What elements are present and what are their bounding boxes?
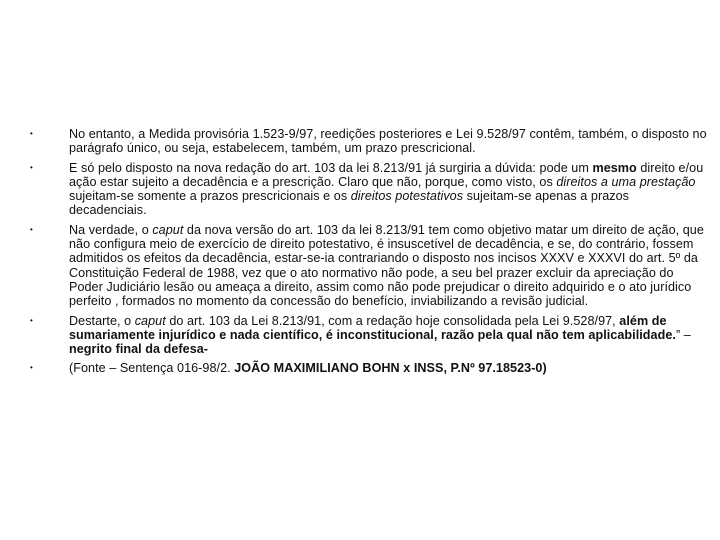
bullet-dot-icon: •: [30, 363, 33, 373]
bullet-item-5: [30, 361, 710, 375]
text-run: ” –: [675, 327, 691, 342]
bullet-dot-icon: •: [30, 129, 33, 138]
bullet-dot-icon: •: [30, 315, 33, 325]
text-run: direito e/ou ação estar sujeito a decadência e a prescrição. Claro que não, porque, como visto, os: [69, 160, 704, 189]
bullet-dot-icon: •: [30, 162, 33, 172]
bold-run: negrito final da defesa-: [69, 342, 209, 357]
text-run: sujeitam-se apenas a prazos decadenciais.: [69, 189, 629, 218]
text-run: E só pelo disposto na nova redação do art. 103 da lei 8.213/91 já surgiria a dúvida: pode um: [69, 160, 593, 175]
text-run: sujeitam-se somente a prazos prescricionais e os: [69, 189, 351, 204]
bold-run: JOÃO MAXIMILIANO BOHN x INSS, P.Nº 97.18523-0): [234, 361, 547, 376]
italic-run: caput: [134, 313, 166, 328]
bullet-list: [30, 127, 710, 381]
bullet-item-4: [30, 314, 710, 357]
italic-run: direitos a uma prestação: [556, 174, 696, 189]
bullet-text: [69, 127, 710, 156]
text-run: (Fonte – Sentença 016-98/2.: [69, 361, 235, 376]
bold-run: mesmo: [592, 160, 637, 175]
bullet-text: [69, 161, 710, 218]
italic-run: direitos potestativos: [350, 189, 464, 204]
bullet-text: [69, 361, 710, 375]
bullet-text: [69, 223, 710, 309]
bullet-item-1: [30, 127, 710, 156]
text-run: Destarte, o: [69, 313, 135, 328]
bullet-item-2: [30, 161, 710, 218]
text-run: No entanto, a Medida provisória 1.523-9/97, reedições posteriores e Lei 9.528/97 contêm, também, o disposto no parágrafo único, ou seja, estabelecem, também, um prazo prescricional.: [69, 127, 707, 156]
text-run: Na verdade, o: [69, 222, 153, 237]
bullet-dot-icon: •: [30, 224, 33, 234]
text-run: da nova versão do art. 103 da lei 8.213/91 tem como objetivo matar um direito de ação, que não configura meio de exercício de direito potestativo, é insuscetível de decadência, e se, do contrário, fossem admitidos os efeitos da decadência, estar-se-ia contrariando o disposto nos incisos XXXV e XXXVI do art. 5º da Constituição Federal de 1988, vez que o ato normativo não pode, a seu bel prazer excluir da apreciação do Poder Judiciário lesão ou ameaça a direito, assim como não pode prejudicar o direito adquirido e o ato jurídico perfeito , formados no momento da concessão do benefício, inviabilizando a revisão judicial.: [69, 222, 704, 309]
text-run: do art. 103 da Lei 8.213/91, com a redação hoje consolidada pela Lei 9.528/97,: [165, 313, 620, 328]
italic-run: caput: [152, 222, 184, 237]
bullet-item-3: [30, 223, 710, 309]
bullet-text: [69, 314, 710, 357]
bold-run: além de sumariamente injurídico e nada científico, é inconstitucional, razão pela qual não tem aplicabilidade.: [69, 313, 676, 342]
